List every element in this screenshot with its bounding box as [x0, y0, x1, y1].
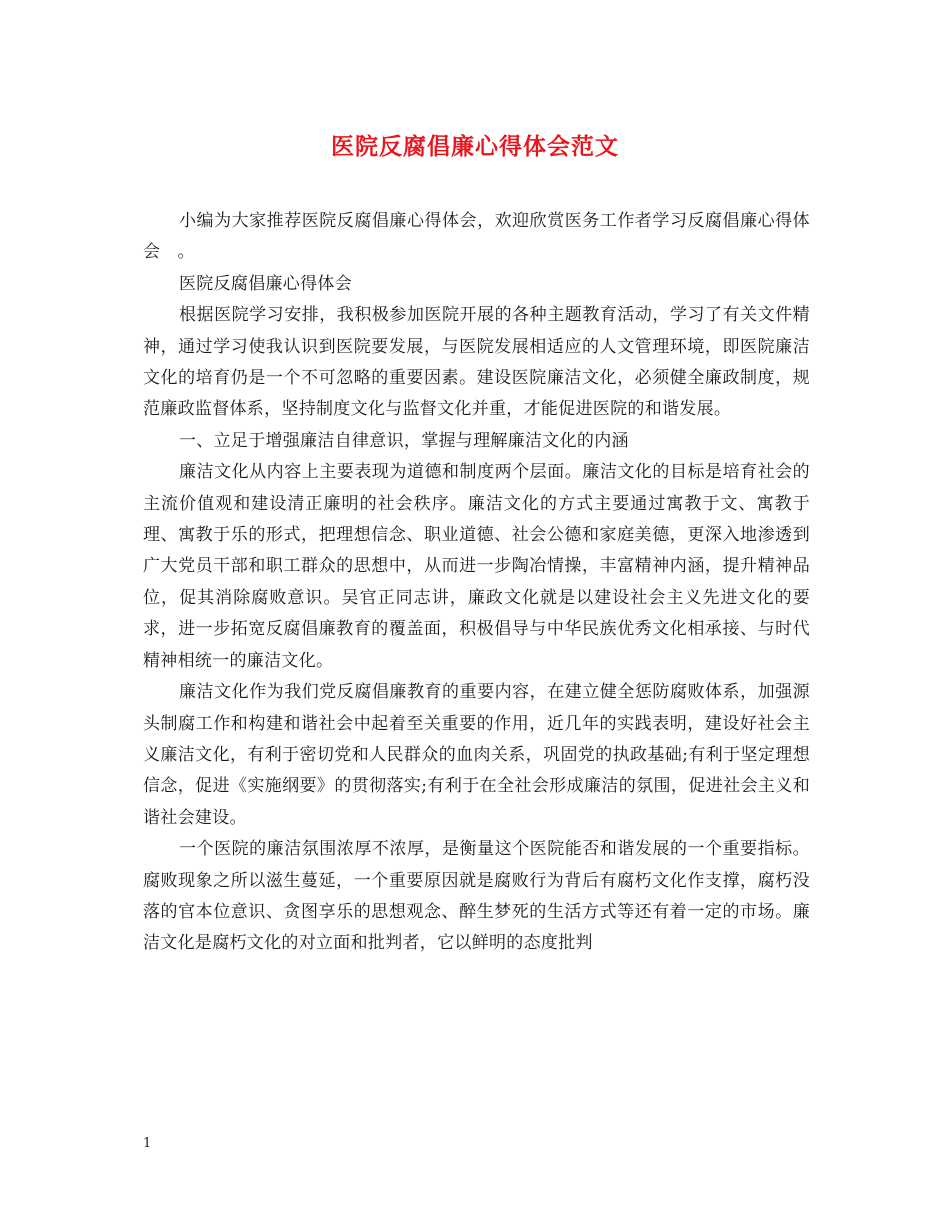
subtitle-paragraph: 医院反腐倡廉心得体会 [179, 273, 352, 294]
intro-paragraph: 小编为大家推荐医院反腐倡廉心得体会，欢迎欣赏医务工作者学习反腐倡廉心得体会 。 [143, 211, 810, 263]
body-paragraph: 根据医院学习安排，我积极参加医院开展的各种主题教育活动，学习了有关文件精神，通过学习使我认识到医院要发展，与医院发展相适应的人文管理环境，即医院廉洁文化的培育仍是一个不可忽略的重要因素。建设医院廉洁文化，必须健全廉政制度，规范廉政监督体系，坚持制度文化与监督文化并重，才能促进医院的和谐发展。 [143, 305, 810, 420]
body-paragraph: 一个医院的廉洁氛围浓厚不浓厚，是衡量这个医院能否和谐发展的一个重要指标。腐败现象之所以滋生蔓延，一个重要原因就是腐败行为背后有腐朽文化作支撑，腐朽没落的官本位意识、贪图享乐的思想观念、醉生梦死的生活方式等还有着一定的市场。廉洁文化是腐朽文化的对立面和批判者，它以鲜明的态度批判 [143, 839, 810, 954]
body-paragraph: 廉洁文化从内容上主要表现为道德和制度两个层面。廉洁文化的目标是培育社会的主流价值观和建设清正廉明的社会秩序。廉洁文化的方式主要通过寓教于文、寓教于理、寓教于乐的形式，把理想信念、职业道德、社会公德和家庭美德，更深入地渗透到广大党员干部和职工群众的思想中，从而进一步陶冶情操，丰富精神内涵，提升精神品位，促其消除腐败意识。吴官正同志讲，廉政文化就是以建设社会主义先进文化的要求，进一步拓宽反腐倡廉教育的覆盖面，积极倡导与中华民族优秀文化相承接、与时代精神相统一的廉洁文化。 [143, 462, 810, 671]
document-title: 医院反腐倡廉心得体会范文 [331, 133, 619, 160]
document-body [143, 206, 810, 960]
body-paragraph: 廉洁文化作为我们党反腐倡廉教育的重要内容，在建立健全惩防腐败体系，加强源头制腐工作和构建和谐社会中起着至关重要的作用，近几年的实践表明，建设好社会主义廉洁文化，有利于密切党和人民群众的血肉关系，巩固党的执政基础;有利于坚定理想信念，促进《实施纲要》的贯彻落实;有利于在全社会形成廉洁的氛围，促进社会主义和谐社会建设。 [143, 682, 810, 828]
page-number: 1 [143, 1136, 152, 1151]
section-heading: 一、立足于增强廉洁自律意识，掌握与理解廉洁文化的内涵 [179, 430, 629, 451]
